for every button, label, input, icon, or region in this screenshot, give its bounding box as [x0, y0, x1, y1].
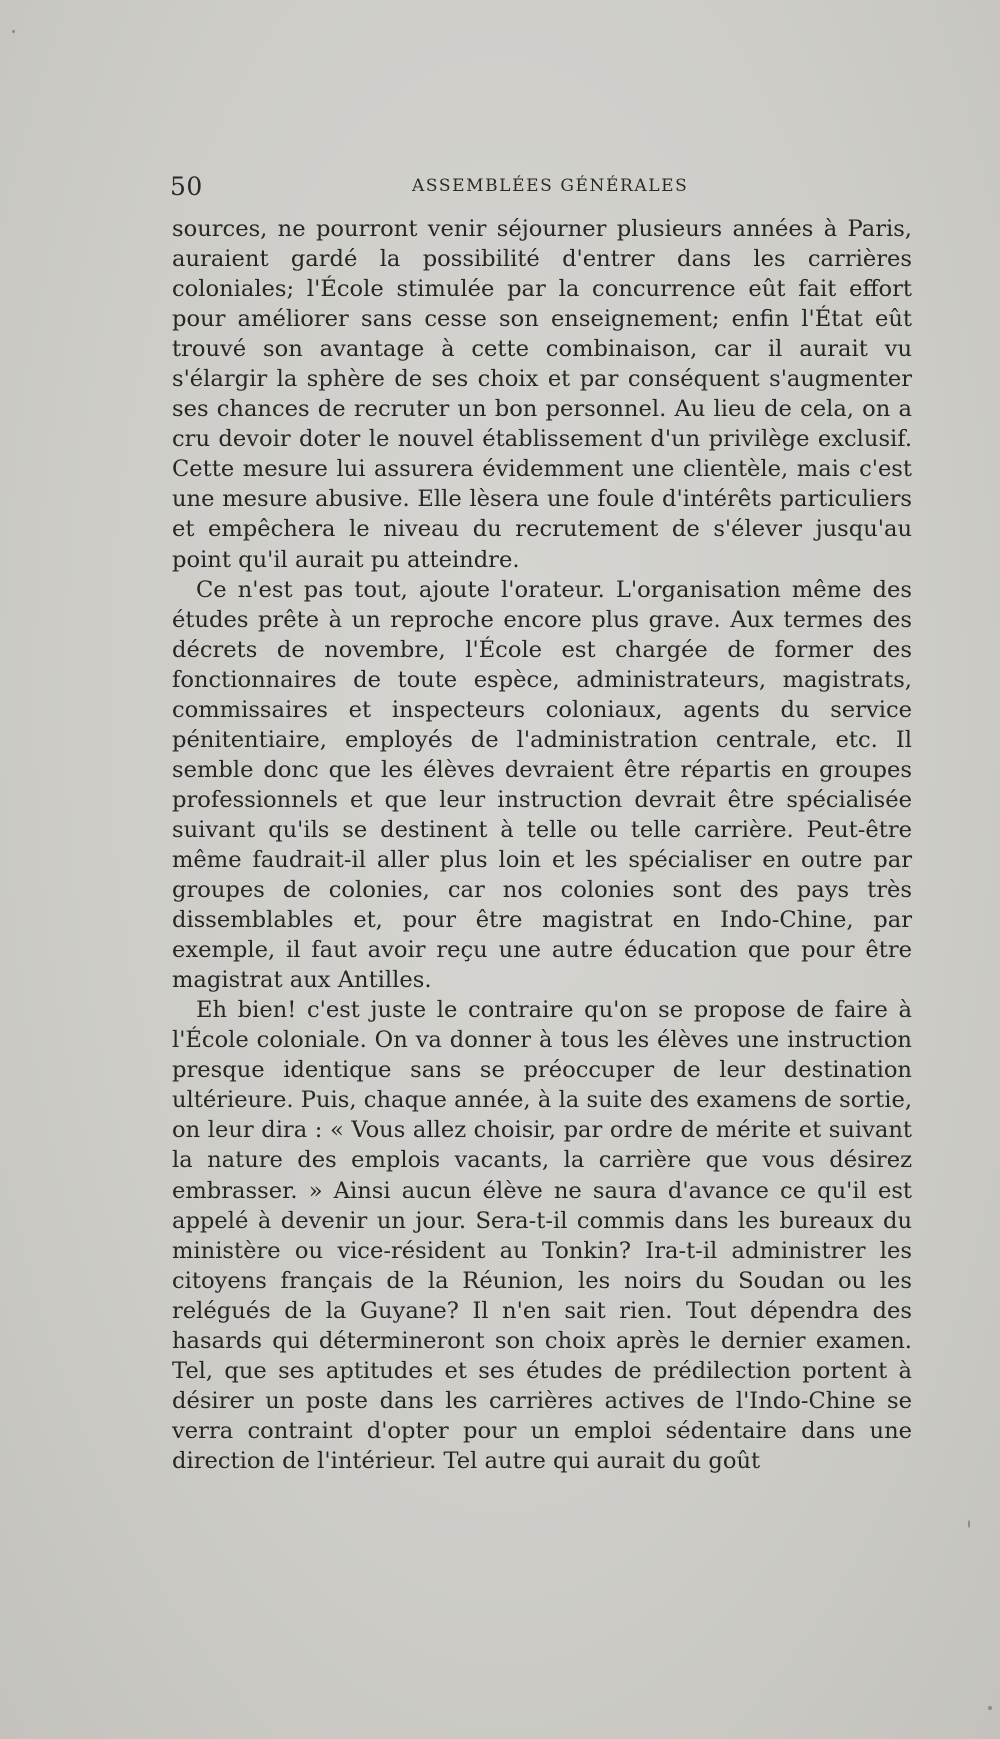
paper-speck	[988, 1706, 992, 1710]
paragraph-1: sources, ne pourront venir séjourner plusieurs années à Paris, auraient gardé la possibilité d'entrer dans les carrières coloniales; l'École stimulée par la concurrence eût fait effort pour améliorer sans cesse son enseignement; enfin l'État eût trouvé son avantage à cette combinaison, car il aurait vu s'élargir la sphère de ses choix et par conséquent s'augmenter ses chances de recruter un bon personnel. Au lieu de cela, on a cru devoir doter le nouvel établissement d'un privilège exclusif. Cette mesure lui assurera évidemment une clientèle, mais c'est une mesure abusive. Elle lèsera une foule d'intérêts particuliers et empêchera le niveau du recrutement de s'élever jusqu'au point qu'il aurait pu atteindre.	[172, 216, 912, 573]
paragraph-2: Ce n'est pas tout, ajoute l'orateur. L'organisation même des études prête à un reproche encore plus grave. Aux termes des décrets de novembre, l'École est chargée de former des fonctionnaires de toute espèce, administrateurs, magistrats, commissaires et inspecteurs coloniaux, agents du service pénitentiaire, employés de l'administration centrale, etc. Il semble donc que les élèves devraient être répartis en groupes professionnels et que leur instruction devrait être spécialisée suivant qu'ils se destinent à telle ou telle carrière. Peut-être même faudrait-il aller plus loin et les spécialiser en outre par groupes de colonies, car nos colonies sont des pays très dissemblables et, pour être magistrat en Indo-Chine, par exemple, il faut avoir reçu une autre éducation que pour être magistrat aux Antilles.	[172, 576, 912, 994]
body-text	[172, 214, 912, 1476]
paragraph-3: Eh bien! c'est juste le contraire qu'on se propose de faire à l'École coloniale. On va donner à tous les élèves une instruction presque identique sans se préoccuper de leur destination ultérieure. Puis, chaque année, à la suite des examens de sortie, on leur dira : « Vous allez choisir, par ordre de mérite et suivant la nature des emplois vacants, la carrière que vous désirez embrasser. » Ainsi aucun élève ne saura d'avance ce qu'il est appelé à devenir un jour. Sera-t-il commis dans les bureaux du ministère ou vice-résident au Tonkin? Ira-t-il administrer les citoyens français de la Réunion, les noirs du Soudan ou les relégués de la Guyane? Il n'en sait rien. Tout dépendra des hasards qui détermineront son choix après le dernier examen. Tel, que ses aptitudes et ses études de prédilection portent à désirer un poste dans les carrières actives de l'Indo-Chine se verra contraint d'opter pour un emploi sédentaire dans une direction de l'intérieur. Tel autre qui aurait du goût	[172, 997, 912, 1474]
page-number: 50	[170, 172, 203, 201]
header-title: ASSEMBLÉES GÉNÉRALES	[412, 176, 689, 196]
running-head	[170, 172, 930, 202]
paper-speck	[12, 30, 15, 33]
paper-speck	[968, 1520, 970, 1528]
